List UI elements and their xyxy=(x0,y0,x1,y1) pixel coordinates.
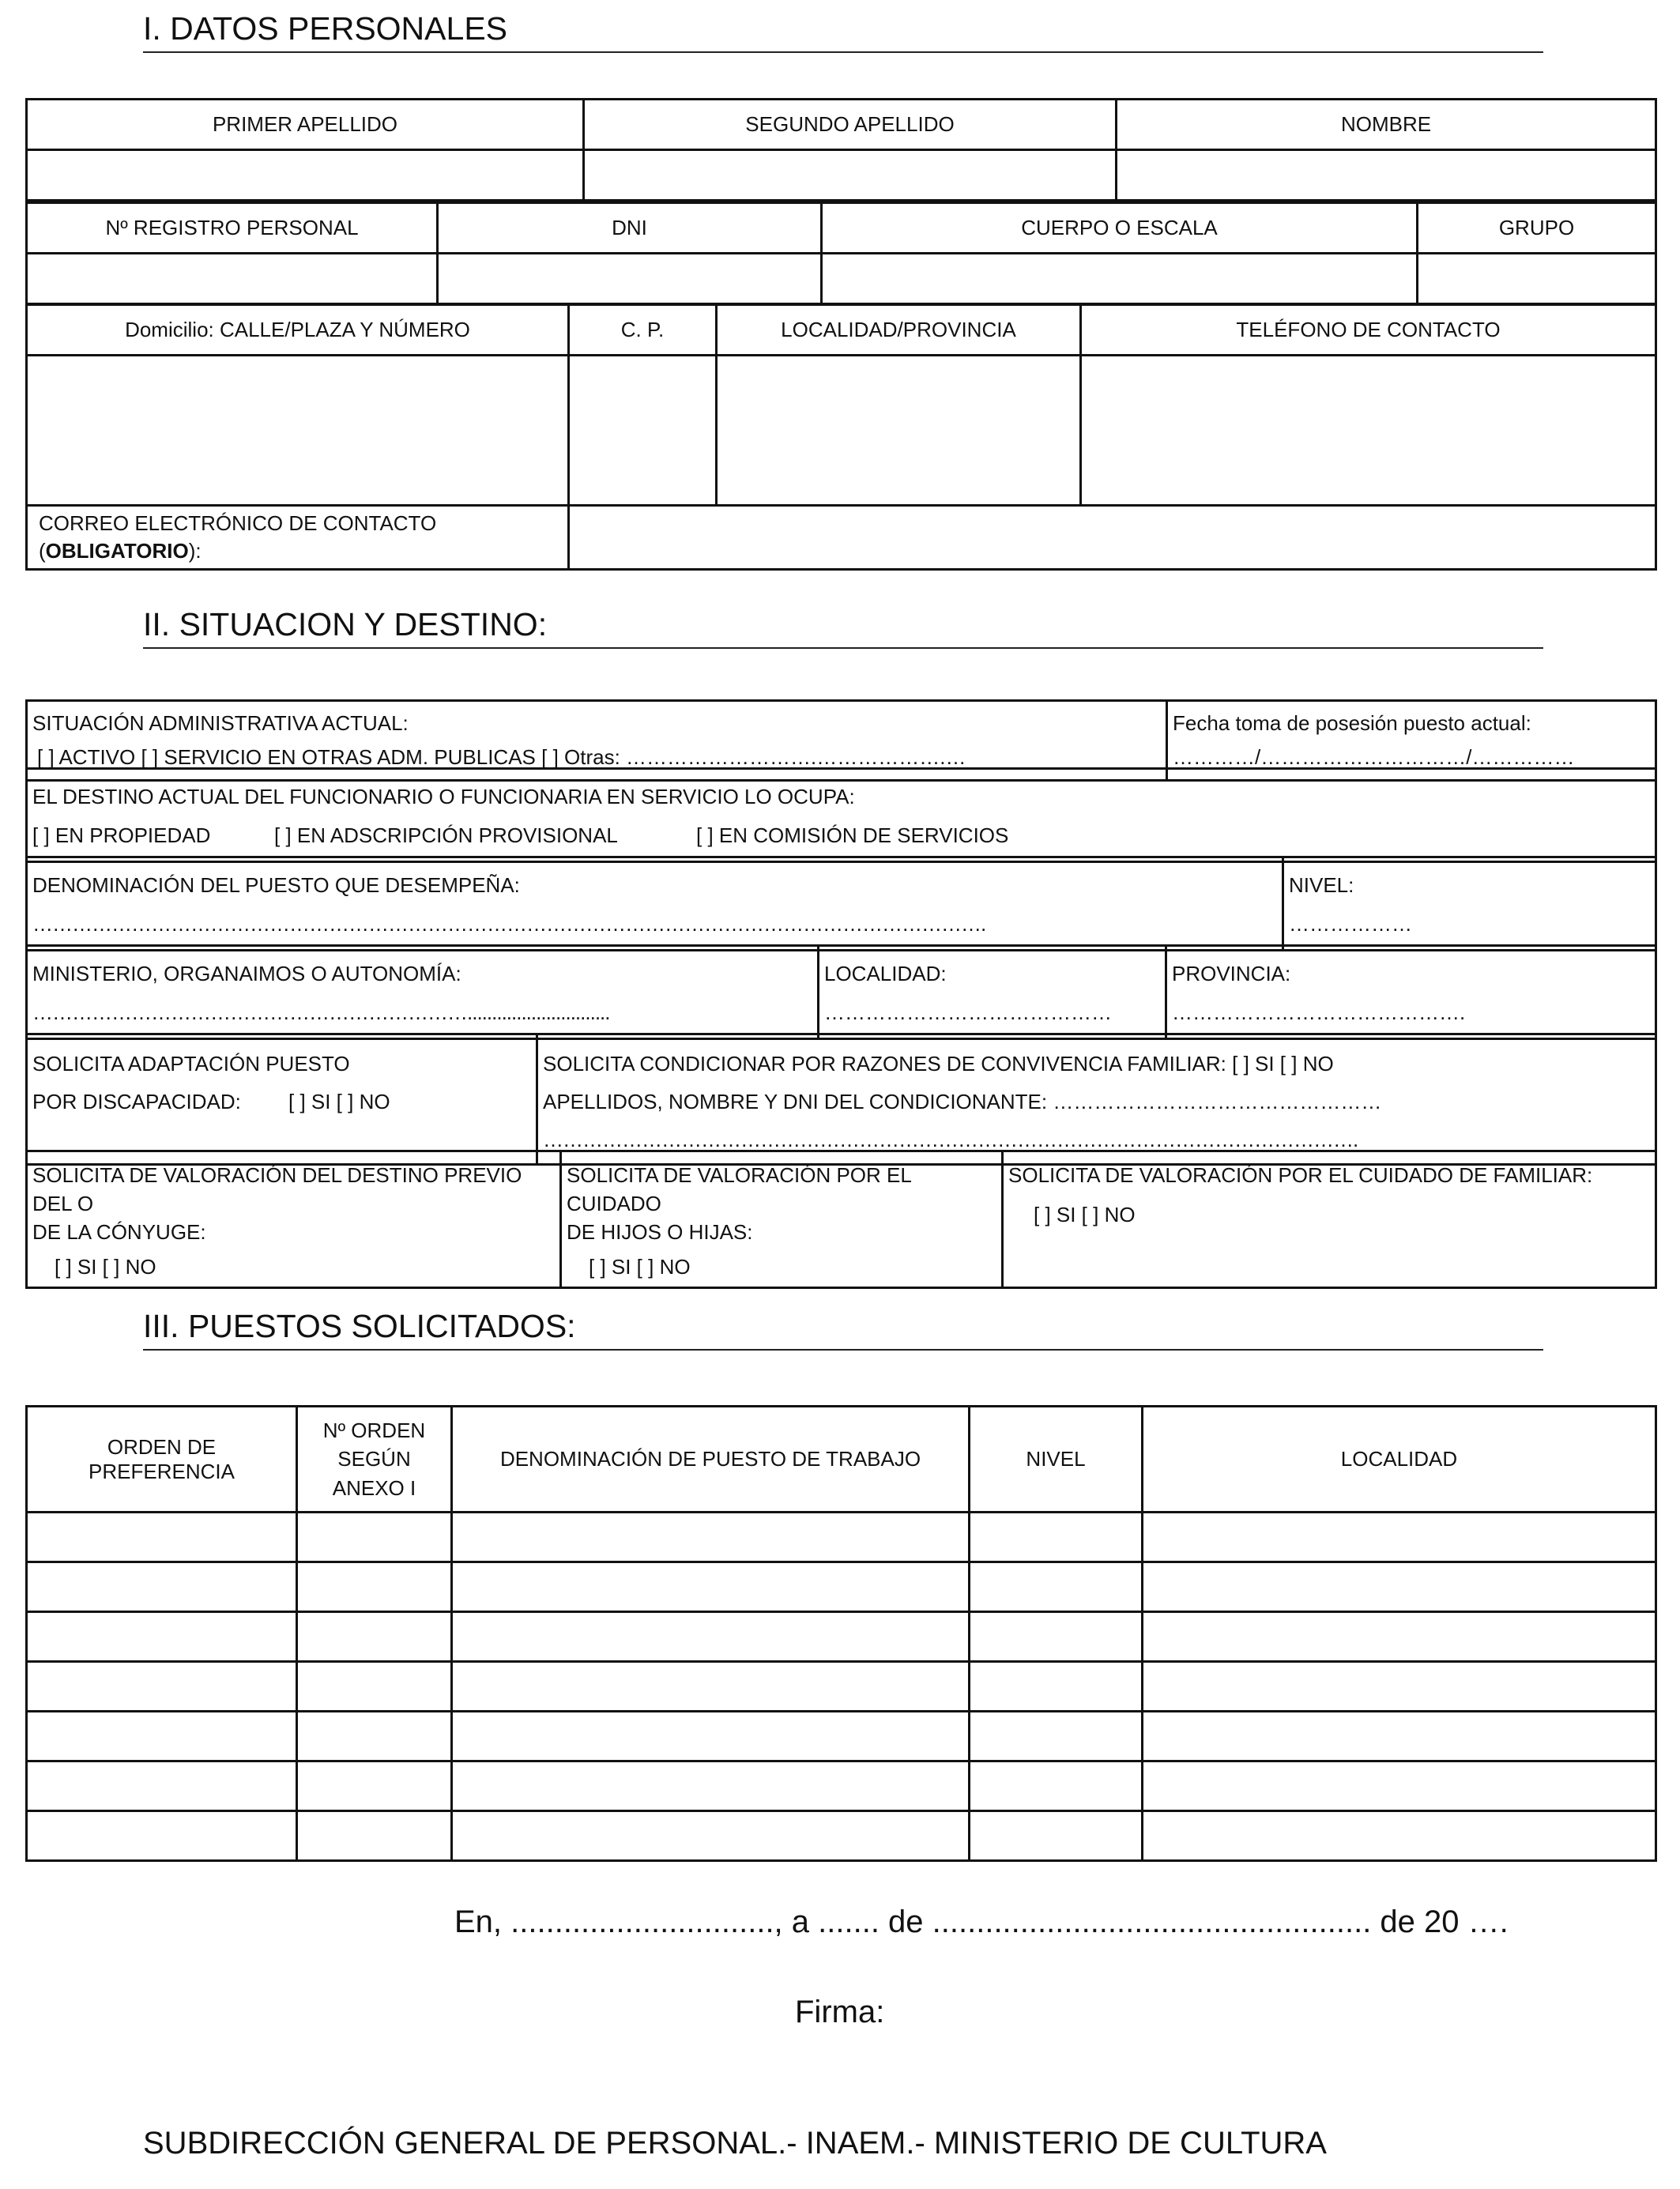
localidad-provincia-label: LOCALIDAD/PROVINCIA xyxy=(717,305,1081,356)
datos-personales-table-row2 xyxy=(25,202,1657,305)
table-cell[interactable] xyxy=(297,1612,452,1662)
grupo-label: GRUPO xyxy=(1418,203,1656,254)
segundo-apellido-field[interactable] xyxy=(584,150,1117,201)
denominacion-puesto-cell xyxy=(27,857,1283,951)
valoracion-conyuge-options[interactable]: [ ] SI [ ] NO xyxy=(55,1254,156,1279)
table-cell[interactable] xyxy=(27,1562,297,1612)
section-title-datos-personales: I. DATOS PERSONALES xyxy=(143,11,1543,53)
table-cell[interactable] xyxy=(452,1562,970,1612)
table-cell[interactable] xyxy=(1143,1712,1656,1761)
provincia-label: PROVINCIA: xyxy=(1172,962,1291,985)
domicilio-field[interactable] xyxy=(27,356,569,506)
situacion-administrativa-label: SITUACIÓN ADMINISTRATIVA ACTUAL: xyxy=(32,711,409,735)
table-row xyxy=(27,1612,1656,1662)
localidad-label: LOCALIDAD: xyxy=(824,962,947,985)
table-cell[interactable] xyxy=(27,1513,297,1562)
localidad-provincia-field[interactable] xyxy=(717,356,1081,506)
section-title-situacion-destino: II. SITUACION Y DESTINO: xyxy=(143,607,1543,649)
correo-label xyxy=(27,506,569,570)
table-cell[interactable] xyxy=(970,1662,1143,1712)
valoracion-familiar-options[interactable]: [ ] SI [ ] NO xyxy=(1034,1202,1136,1226)
valoracion-hijos-cell xyxy=(561,1151,1003,1288)
table-row xyxy=(27,1562,1656,1612)
cuerpo-escala-field[interactable] xyxy=(822,254,1418,304)
adaptacion-puesto-cell xyxy=(27,1034,537,1165)
table-row xyxy=(27,1811,1656,1861)
table-cell[interactable] xyxy=(297,1712,452,1761)
ministerio-cell xyxy=(27,946,819,1039)
table-row xyxy=(27,1513,1656,1562)
col-numero-orden-line1: Nº ORDEN xyxy=(322,1418,426,1442)
fecha-posesion-label: Fecha toma de posesión puesto actual: xyxy=(1173,711,1531,735)
localidad-value[interactable]: …………………………………… xyxy=(824,1000,1112,1025)
destino-actual-options xyxy=(32,816,1650,855)
valoracion-familiar-cell xyxy=(1003,1151,1656,1288)
valoracion-conyuge-line1: SOLICITA DE VALORACIÓN DEL DESTINO PREVIO DEL O xyxy=(32,1163,522,1215)
table-cell[interactable] xyxy=(297,1513,452,1562)
valoracion-hijos-line1: SOLICITA DE VALORACIÓN POR EL CUIDADO xyxy=(567,1163,911,1215)
dni-field[interactable] xyxy=(438,254,822,304)
table-cell[interactable] xyxy=(297,1562,452,1612)
col-nivel: NIVEL xyxy=(970,1407,1143,1513)
cp-label: C. P. xyxy=(569,305,717,356)
table-row xyxy=(27,1712,1656,1761)
col-localidad: LOCALIDAD xyxy=(1143,1407,1656,1513)
correo-field[interactable] xyxy=(569,506,1656,570)
correo-obligatorio: OBLIGATORIO xyxy=(45,539,189,563)
segundo-apellido-label: SEGUNDO APELLIDO xyxy=(584,100,1117,150)
denominacion-puesto-value[interactable]: ………………………………………………………………………………………………………………………………. xyxy=(32,912,986,936)
table-cell[interactable] xyxy=(970,1811,1143,1861)
provincia-value[interactable]: ……………………………………. xyxy=(1172,1000,1466,1025)
valoracion-conyuge-line2: DE LA CÓNYUGE: xyxy=(32,1219,206,1244)
nivel-cell xyxy=(1283,857,1656,951)
condicionar-cell xyxy=(537,1034,1656,1165)
table-cell[interactable] xyxy=(27,1612,297,1662)
opcion-en-propiedad[interactable]: [ ] EN PROPIEDAD xyxy=(32,823,211,848)
table-cell[interactable] xyxy=(452,1761,970,1811)
table-cell[interactable] xyxy=(1143,1662,1656,1712)
cuerpo-escala-label: CUERPO O ESCALA xyxy=(822,203,1418,254)
table-cell[interactable] xyxy=(1143,1612,1656,1662)
col-denominacion: DENOMINACIÓN DE PUESTO DE TRABAJO xyxy=(452,1407,970,1513)
table-cell[interactable] xyxy=(27,1662,297,1712)
domicilio-label: Domicilio: CALLE/PLAZA Y NÚMERO xyxy=(27,305,569,356)
table-cell[interactable] xyxy=(297,1662,452,1712)
nombre-field[interactable] xyxy=(1117,150,1656,201)
dni-label: DNI xyxy=(438,203,822,254)
situacion-row5 xyxy=(25,1033,1657,1166)
organismo-footer: SUBDIRECCIÓN GENERAL DE PERSONAL.- INAEM.- MINISTERIO DE CULTURA xyxy=(143,2126,1327,2161)
datos-personales-table-row3 xyxy=(25,303,1657,571)
registro-personal-label: Nº REGISTRO PERSONAL xyxy=(27,203,438,254)
table-cell[interactable] xyxy=(27,1811,297,1861)
valoracion-conyuge-cell xyxy=(27,1151,561,1288)
valoracion-hijos-options[interactable]: [ ] SI [ ] NO xyxy=(589,1254,691,1279)
table-cell[interactable] xyxy=(1143,1562,1656,1612)
primer-apellido-field[interactable] xyxy=(27,150,584,201)
nombre-label: NOMBRE xyxy=(1117,100,1656,150)
table-cell[interactable] xyxy=(452,1612,970,1662)
destino-actual-label: EL DESTINO ACTUAL DEL FUNCIONARIO O FUNCIONARIA EN SERVICIO LO OCUPA: xyxy=(32,785,855,808)
situacion-row3 xyxy=(25,856,1657,951)
table-cell[interactable] xyxy=(27,1712,297,1761)
col-numero-orden xyxy=(297,1407,452,1513)
table-cell[interactable] xyxy=(27,1761,297,1811)
valoracion-familiar-line1: SOLICITA DE VALORACIÓN POR EL CUIDADO DE FAMILIAR: xyxy=(1008,1163,1593,1187)
discapacidad-label: POR DISCAPACIDAD: xyxy=(32,1090,241,1114)
table-cell[interactable] xyxy=(452,1811,970,1861)
provincia-cell xyxy=(1166,946,1656,1039)
situacion-row6 xyxy=(25,1150,1657,1289)
table-cell[interactable] xyxy=(452,1513,970,1562)
col-orden-preferencia: ORDEN DE PREFERENCIA xyxy=(27,1407,297,1513)
discapacidad-options[interactable]: [ ] SI [ ] NO xyxy=(288,1090,390,1114)
localidad-cell xyxy=(819,946,1166,1039)
datos-personales-table-row1 xyxy=(25,98,1657,202)
destino-actual-cell xyxy=(27,769,1656,862)
table-cell[interactable] xyxy=(1143,1811,1656,1861)
registro-personal-field[interactable] xyxy=(27,254,438,304)
opcion-comision-servicios[interactable]: [ ] EN COMISIÓN DE SERVICIOS xyxy=(696,823,1009,848)
cp-field[interactable] xyxy=(569,356,717,506)
table-cell[interactable] xyxy=(1143,1513,1656,1562)
fecha-posesion-value[interactable]: …………/…………………………/…………… xyxy=(1173,744,1575,769)
correo-paren-open: ( xyxy=(39,539,46,563)
table-cell[interactable] xyxy=(970,1761,1143,1811)
table-cell[interactable] xyxy=(970,1712,1143,1761)
table-cell[interactable] xyxy=(970,1562,1143,1612)
situacion-administrativa-options[interactable]: [ ] ACTIVO [ ] SERVICIO EN OTRAS ADM. PUBLICAS [ ] Otras: ……………………….……………….… xyxy=(37,744,966,769)
situacion-row4 xyxy=(25,944,1657,1040)
situacion-row2 xyxy=(25,767,1657,863)
table-cell[interactable] xyxy=(970,1612,1143,1662)
primer-apellido-label: PRIMER APELLIDO xyxy=(27,100,584,150)
firma-label: Firma: xyxy=(795,1995,885,2029)
section-title-puestos-solicitados: III. PUESTOS SOLICITADOS: xyxy=(143,1309,1543,1351)
table-cell[interactable] xyxy=(297,1811,452,1861)
telefono-label: TELÉFONO DE CONTACTO xyxy=(1081,305,1656,356)
correo-label-line2 xyxy=(39,537,556,565)
adaptacion-puesto-row xyxy=(32,1083,531,1121)
table-row xyxy=(27,1761,1656,1811)
opcion-adscripcion-provisional[interactable]: [ ] EN ADSCRIPCIÓN PROVISIONAL xyxy=(274,823,618,848)
nivel-value[interactable]: ……………… xyxy=(1289,912,1412,936)
correo-label-line1: CORREO ELECTRÓNICO DE CONTACTO xyxy=(39,511,437,535)
denominacion-puesto-label: DENOMINACIÓN DEL PUESTO QUE DESEMPEÑA: xyxy=(32,873,520,897)
col-numero-orden-line2: SEGÚN xyxy=(337,1447,411,1471)
lugar-fecha-line[interactable]: En, .............................., a ....... de .................................................. de 20 …. xyxy=(454,1905,1509,1939)
table-row xyxy=(27,1662,1656,1712)
ministerio-value[interactable]: …………………………………………………………............................. xyxy=(32,1000,610,1025)
valoracion-hijos-line2: DE HIJOS O HIJAS: xyxy=(567,1219,753,1244)
telefono-field[interactable] xyxy=(1081,356,1656,506)
table-cell[interactable] xyxy=(297,1761,452,1811)
puestos-table xyxy=(25,1405,1657,1862)
grupo-field[interactable] xyxy=(1418,254,1656,304)
condicionante-value[interactable]: ……………………………………………………………………………………………………………. xyxy=(543,1128,1358,1152)
col-numero-orden-line3: ANEXO I xyxy=(332,1475,416,1500)
condicionar-label[interactable]: SOLICITA CONDICIONAR POR RAZONES DE CONVIVENCIA FAMILIAR: [ ] SI [ ] NO xyxy=(543,1052,1334,1076)
ministerio-label: MINISTERIO, ORGANAIMOS O AUTONOMÍA: xyxy=(32,962,461,985)
table-cell[interactable] xyxy=(452,1662,970,1712)
nivel-label: NIVEL: xyxy=(1289,873,1354,897)
table-cell[interactable] xyxy=(452,1712,970,1761)
table-cell[interactable] xyxy=(970,1513,1143,1562)
table-cell[interactable] xyxy=(1143,1761,1656,1811)
adaptacion-puesto-label: SOLICITA ADAPTACIÓN PUESTO xyxy=(32,1052,350,1076)
correo-paren-close: ): xyxy=(188,539,202,563)
condicionante-label[interactable]: APELLIDOS, NOMBRE Y DNI DEL CONDICIONANTE: ………………………………………… xyxy=(543,1090,1382,1114)
